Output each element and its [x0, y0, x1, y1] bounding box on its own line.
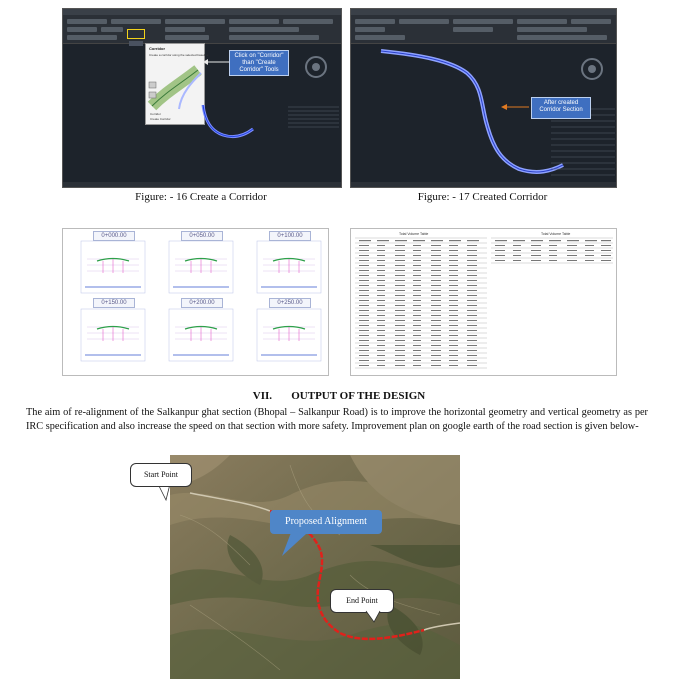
- volume-table-title-right: Total Volume Table: [541, 232, 571, 236]
- station-label: 0+250.00: [269, 298, 311, 308]
- cad-statusbar: [63, 182, 341, 187]
- figure17-callout: After created Corridor Section: [531, 97, 591, 119]
- figure-17-screenshot: [350, 8, 617, 188]
- popup-title: Corridor: [149, 46, 165, 51]
- volume-table-title-left: Total Volume Table: [399, 232, 429, 236]
- cad-statusbar: [351, 182, 616, 187]
- section-heading: VII. OUTPUT OF THE DESIGN: [252, 390, 426, 402]
- popup-line: Create Corridor: [150, 117, 171, 121]
- corridor-alignment-drawing: [63, 9, 341, 187]
- callout-arrow: [203, 57, 233, 67]
- volume-table-grid: [351, 229, 616, 375]
- google-earth-map: [170, 455, 460, 679]
- popup-line: Create a corridor using the selected baseline: [149, 53, 209, 57]
- terrain-image: [170, 455, 460, 679]
- volume-table-sheet: [350, 228, 617, 376]
- station-label: 0+050.00: [181, 231, 223, 241]
- station-label: 0+000.00: [93, 231, 135, 241]
- proposed-alignment-label: Proposed Alignment: [270, 510, 382, 534]
- figure16-caption: Figure: - 16 Create a Corridor: [135, 191, 267, 203]
- section-paragraph: The aim of re-alignment of the Salkanpur ghat section (Bhopal – Salkanpur Road) is to improve the horizontal geometry and vertical geometry as per IRC specification and also increase the speed on that section with more safety. Improvement plan on google earth of the road section is given below-: [26, 407, 648, 432]
- popup-line: Corridor: [150, 112, 161, 116]
- figure16-callout: Click on "Corridor" than "Create Corridor" Tools: [229, 50, 289, 76]
- station-label: 0+150.00: [93, 298, 135, 308]
- station-label: 0+100.00: [269, 231, 311, 241]
- figure17-caption: Figure: - 17 Created Corridor: [417, 191, 548, 203]
- cross-sections-sheet: [62, 228, 329, 376]
- station-label: 0+200.00: [181, 298, 223, 308]
- start-point-label: Start Point: [130, 463, 192, 487]
- end-point-label: End Point: [330, 589, 394, 613]
- figure-16-screenshot: [62, 8, 342, 188]
